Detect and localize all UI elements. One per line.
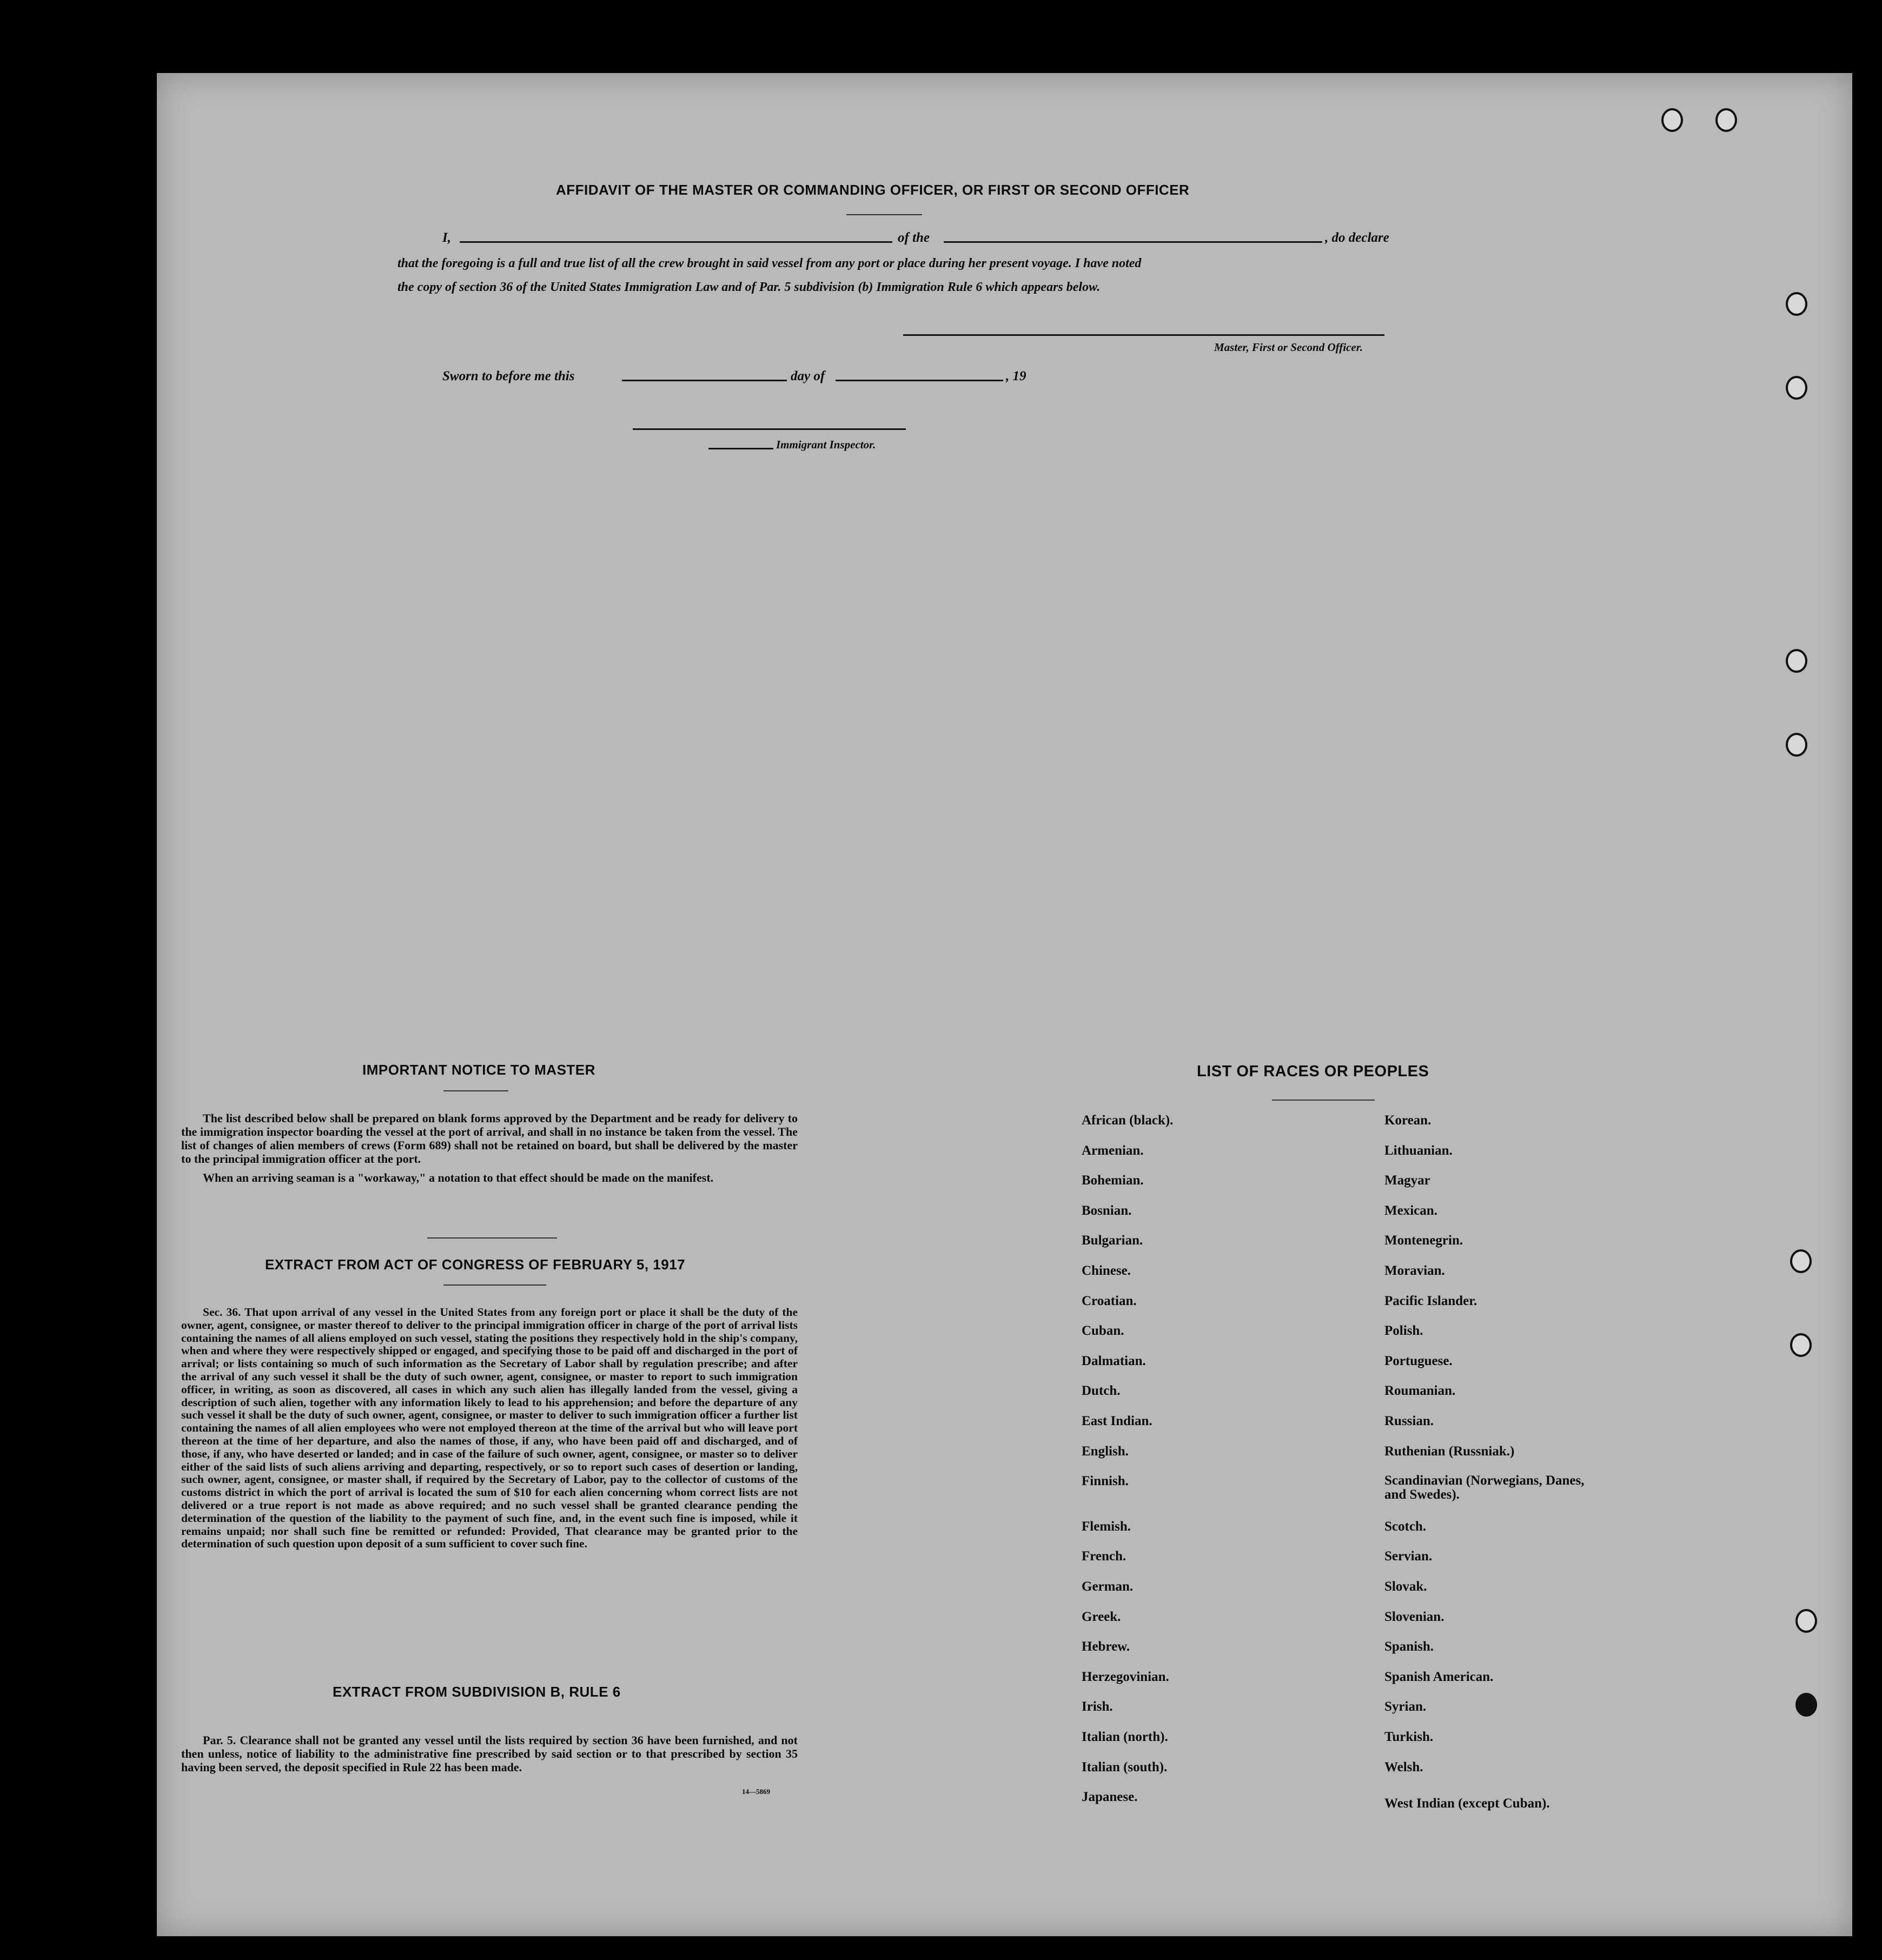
rule-6-text: Par. 5. Clearance shall not be granted any vessel until the lists required by section 36 have been furnished, and not then unless, notice of liability to the administrative fine prescribed by said section or to that prescribed by section 35 having been served, the deposit specified in Rule 22 has been made. [181, 1733, 798, 1774]
race-item: Servian. [1384, 1549, 1433, 1564]
notice-underline [443, 1090, 508, 1091]
punch-hole [1715, 108, 1737, 132]
form-number: 14—5869 [742, 1787, 770, 1796]
race-item: Polish. [1384, 1323, 1423, 1339]
name-blank [460, 241, 892, 243]
race-item: Croatian. [1082, 1293, 1137, 1308]
races-title: LIST OF RACES OR PEOPLES [1197, 1063, 1429, 1080]
extract-rule-title: EXTRACT FROM SUBDIVISION B, RULE 6 [333, 1684, 621, 1700]
race-item: Syrian. [1384, 1699, 1427, 1714]
race-item: Scandinavian (Norwegians, Danes, and Swedes). [1384, 1473, 1585, 1502]
race-item: West Indian (except Cuban). [1384, 1796, 1550, 1811]
race-item: Ruthenian (Russniak.) [1384, 1443, 1515, 1459]
notice-text [181, 1111, 798, 1184]
punch-hole [1786, 733, 1807, 757]
punch-hole [1661, 108, 1683, 132]
punch-hole [1790, 1333, 1812, 1357]
master-signature-line [903, 334, 1384, 336]
race-item: Greek. [1082, 1609, 1121, 1624]
race-item: Russian. [1384, 1414, 1434, 1428]
race-item: African (black). [1082, 1113, 1174, 1128]
race-item: Dalmatian. [1082, 1353, 1146, 1368]
title-underline [846, 214, 922, 215]
race-item: Chinese. [1082, 1263, 1131, 1278]
master-caption: Master, First or Second Officer. [1214, 341, 1363, 354]
race-item: English. [1082, 1443, 1129, 1459]
notice-paragraph-1: The list described below shall be prepared on blank forms approved by the Department and be ready for delivery to the immigration inspector boarding the vessel at the port of arrival, and shall in no instance be taken from the vessel. The list of changes of alien members of crews (Form 689) shall not be retained on board, but shall be delivered by the master to the principal immigration officer at the port. [181, 1111, 798, 1166]
affidavit-line2: that the foregoing is a full and true list of all the crew brought in said vessel from any port or place during her present voyage. I have noted [397, 256, 1142, 270]
race-item: Hebrew. [1082, 1639, 1130, 1654]
inspector-short-line [708, 448, 773, 449]
race-item: Bosnian. [1082, 1203, 1132, 1218]
race-item: Irish. [1082, 1699, 1113, 1714]
race-item: Lithuanian. [1384, 1143, 1453, 1158]
extract-act-text [181, 1306, 798, 1551]
race-item: Slovenian. [1384, 1609, 1444, 1624]
affidavit-i: I, [442, 230, 451, 245]
race-item: Italian (south). [1082, 1759, 1168, 1774]
notice-paragraph-2: When an arriving seaman is a "workaway," a notation to that effect should be made on the manifest. [203, 1171, 714, 1184]
document-page [157, 73, 1852, 1936]
notice-title: IMPORTANT NOTICE TO MASTER [362, 1062, 595, 1078]
sworn-day-blank [622, 380, 787, 381]
sworn-month-blank [836, 380, 1003, 381]
race-item: Montenegrin. [1384, 1233, 1463, 1248]
affidavit-line3: the copy of section 36 of the United States Immigration Law and of Par. 5 subdivision (b) Immigration Rule 6 which appears below. [397, 280, 1101, 294]
affidavit-of-the: of the [898, 230, 930, 245]
race-item: French. [1082, 1549, 1126, 1564]
race-item: Scotch. [1384, 1519, 1427, 1534]
extract-act-title: EXTRACT FROM ACT OF CONGRESS OF FEBRUARY 5, 1917 [265, 1256, 686, 1273]
race-item: Korean. [1384, 1113, 1432, 1128]
race-item: Welsh. [1384, 1759, 1423, 1774]
affidavit-declare: , do declare [1325, 230, 1389, 245]
race-item: Japanese. [1082, 1790, 1138, 1805]
inspector-caption: Immigrant Inspector. [776, 438, 876, 451]
race-item: Bohemian. [1082, 1173, 1144, 1188]
race-item: Roumanian. [1384, 1383, 1456, 1399]
punch-hole [1790, 1249, 1812, 1273]
race-item: Moravian. [1384, 1263, 1445, 1278]
race-item: Spanish. [1384, 1639, 1434, 1654]
race-item: Portuguese. [1384, 1353, 1453, 1368]
affidavit-title: AFFIDAVIT OF THE MASTER OR COMMANDING OFFICER, OR FIRST OR SECOND OFFICER [556, 182, 1190, 198]
race-item: Bulgarian. [1082, 1233, 1143, 1248]
race-item: Turkish. [1384, 1730, 1434, 1744]
day-of-label: day of [791, 369, 825, 383]
races-underline [1272, 1100, 1375, 1101]
inspector-signature-line [633, 428, 906, 430]
race-item: East Indian. [1082, 1414, 1152, 1428]
vessel-blank [944, 241, 1322, 243]
race-item: Cuban. [1082, 1323, 1124, 1339]
race-item: Herzegovinian. [1082, 1669, 1169, 1684]
extract-act-underline [443, 1284, 546, 1286]
race-item: Armenian. [1082, 1143, 1144, 1158]
extract-rule-text [181, 1733, 798, 1774]
punch-hole [1786, 376, 1807, 400]
section-36-text: Sec. 36. That upon arrival of any vessel in the United States from any foreign port or place it shall be the duty of the owner, agent, consignee, or master thereof to deliver to the principal immigration officer in charge of the port of arrival lists containing the names of all aliens employed on such vessel, stating the positions they respectively hold in the ship's company, when and where they were respectively shipped or engaged, and specifying those to be paid off and discharged in the port of arrival; or lists containing so much of such information as the Secretary of Labor shall by regulation prescribe; and after the arrival of any such vessel it shall be the duty of such owner, agent, consignee, or master to report to such immigration officer, in writing, as soon as discovered, all cases in which any such alien has illegally landed from the vessel, giving a description of such alien, together with any information likely to lead to his apprehension; and before the departure of any such vessel it shall be the duty of such owner, agent, consignee, or master to deliver to such immigration officer a further list containing the names of all alien employees who were not employed thereon at the time of the arrival but who will leave port thereon at the time of her departure, and also the names of those, if any, who have been paid off and discharged, and of those, if any, who have deserted or landed; and in case of the failure of such owner, agent, consignee, or master so to deliver either of the said lists of such aliens arriving and departing, respectively, or so to report such cases of desertion or landing, such owner, agent, consignee, or master shall, if required by the Secretary of Labor, pay to the collector of customs of the customs district in which the port of arrival is located the sum of $10 for each alien concerning whom correct lists are not delivered or a true report is not made as above required; and no such vessel shall be granted clearance pending the determination of the question of the liability to the payment of such fine, and, in the event such fine is imposed, while it remains unpaid; nor shall such fine be remitted or refunded: Provided, That clearance may be granted prior to the determination of such question upon deposit of a sum sufficient to cover such fine. [181, 1306, 798, 1551]
race-item: Dutch. [1082, 1383, 1121, 1399]
race-item: Finnish. [1082, 1474, 1129, 1489]
punch-hole [1795, 1609, 1817, 1633]
section-divider [427, 1237, 557, 1239]
punch-hole [1786, 649, 1807, 673]
race-item: Pacific Islander. [1384, 1293, 1477, 1308]
race-item: Spanish American. [1384, 1669, 1494, 1684]
year-label: , 19 [1006, 369, 1026, 383]
punch-hole [1795, 1693, 1817, 1717]
sworn-label: Sworn to before me this [442, 369, 575, 383]
race-item: Italian (north). [1082, 1730, 1168, 1744]
race-item: Mexican. [1384, 1203, 1437, 1218]
race-item: Flemish. [1082, 1519, 1131, 1534]
punch-hole [1786, 292, 1807, 316]
race-item: Slovak. [1384, 1579, 1427, 1594]
race-item: Magyar [1384, 1173, 1430, 1188]
race-item: German. [1082, 1579, 1134, 1594]
